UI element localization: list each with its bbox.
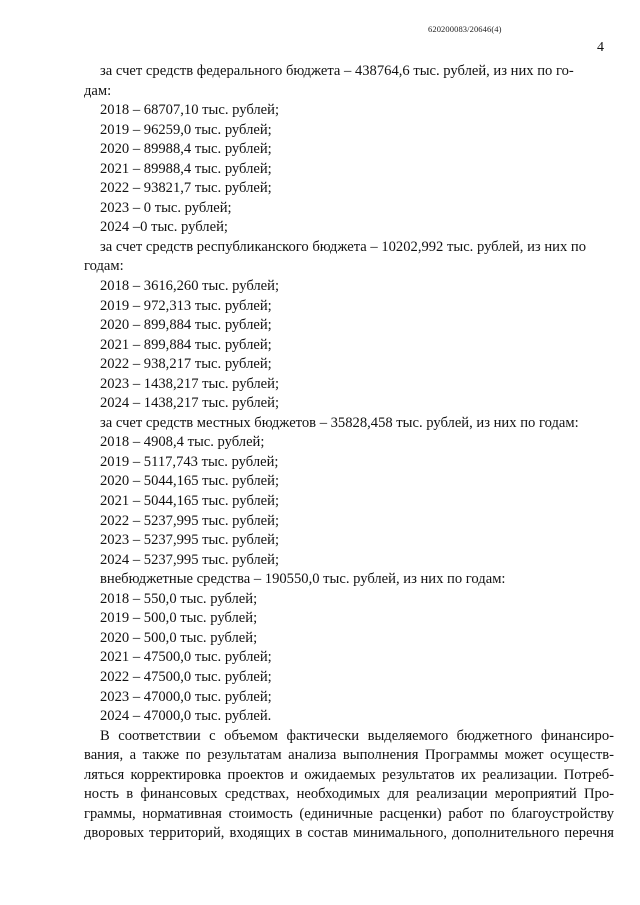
federal-year-item: 2023 – 0 тыс. рублей; [100, 199, 232, 216]
paragraph-line: дворовых территорий, входящих в состав минимального, дополнительного перечня [84, 825, 614, 842]
federal-year-item: 2021 – 89988,4 тыс. рублей; [100, 160, 272, 177]
federal-year-item: 2020 – 89988,4 тыс. рублей; [100, 141, 272, 158]
local-year-item: 2018 – 4908,4 тыс. рублей; [100, 434, 265, 451]
extrabudget-year-item: 2022 – 47500,0 тыс. рублей; [100, 668, 272, 685]
extrabudget-intro: внебюджетные средства – 190550,0 тыс. рублей, из них по годам: [100, 571, 506, 588]
republican-year-item: 2018 – 3616,260 тыс. рублей; [100, 278, 280, 295]
federal-intro-line2: дам: [84, 82, 112, 99]
local-year-item: 2021 – 5044,165 тыс. рублей; [100, 493, 280, 510]
republican-intro-line1: за счет средств республиканского бюджета – 10202,992 тыс. рублей, из них по [100, 238, 586, 255]
local-intro: за счет средств местных бюджетов – 35828,458 тыс. рублей, из них по годам: [100, 414, 579, 431]
federal-year-item: 2022 – 93821,7 тыс. рублей; [100, 180, 272, 197]
extrabudget-year-item: 2019 – 500,0 тыс. рублей; [100, 610, 258, 627]
local-year-item: 2020 – 5044,165 тыс. рублей; [100, 473, 280, 490]
page-number: 4 [597, 40, 604, 55]
federal-year-item: 2019 – 96259,0 тыс. рублей; [100, 121, 272, 138]
local-year-item: 2019 – 5117,743 тыс. рублей; [100, 453, 279, 470]
local-year-item: 2023 – 5237,995 тыс. рублей; [100, 532, 280, 549]
local-year-item: 2024 – 5237,995 тыс. рублей; [100, 551, 280, 568]
extrabudget-year-item: 2021 – 47500,0 тыс. рублей; [100, 649, 272, 666]
republican-year-item: 2021 – 899,884 тыс. рублей; [100, 336, 272, 353]
extrabudget-year-item: 2020 – 500,0 тыс. рублей; [100, 629, 258, 646]
paragraph-line: В соответствии с объемом фактически выделяемого бюджетного финансиро- [100, 727, 614, 744]
extrabudget-year-item: 2023 – 47000,0 тыс. рублей; [100, 688, 272, 705]
document-body [84, 62, 614, 844]
federal-year-item: 2018 – 68707,10 тыс. рублей; [100, 102, 280, 119]
extrabudget-year-item: 2024 – 47000,0 тыс. рублей. [100, 708, 272, 725]
republican-year-item: 2022 – 938,217 тыс. рублей; [100, 356, 272, 373]
federal-intro-line1: за счет средств федерального бюджета – 438764,6 тыс. рублей, из них по го- [100, 63, 574, 79]
federal-year-item: 2024 –0 тыс. рублей; [100, 219, 228, 236]
republican-year-item: 2020 – 899,884 тыс. рублей; [100, 317, 272, 334]
paragraph-line: ляться корректировка проектов и ожидаемых результатов их реализации. Потреб- [84, 766, 614, 783]
republican-intro-line2: годам: [84, 258, 124, 275]
republican-year-item: 2024 – 1438,217 тыс. рублей; [100, 395, 280, 412]
paragraph-line: граммы, нормативная стоимость (единичные расценки) работ по благоустройству [84, 805, 614, 822]
local-year-item: 2022 – 5237,995 тыс. рублей; [100, 512, 280, 529]
document-id: 620200083/20646(4) [428, 24, 502, 34]
paragraph-line: ность в финансовых средствах, необходимых для реализации мероприятий Про- [84, 786, 614, 803]
republican-year-item: 2023 – 1438,217 тыс. рублей; [100, 375, 280, 392]
paragraph-line: вания, а также по результатам анализа выполнения Программы может осуществ- [84, 747, 614, 764]
extrabudget-year-item: 2018 – 550,0 тыс. рублей; [100, 590, 258, 607]
republican-year-item: 2019 – 972,313 тыс. рублей; [100, 297, 272, 314]
